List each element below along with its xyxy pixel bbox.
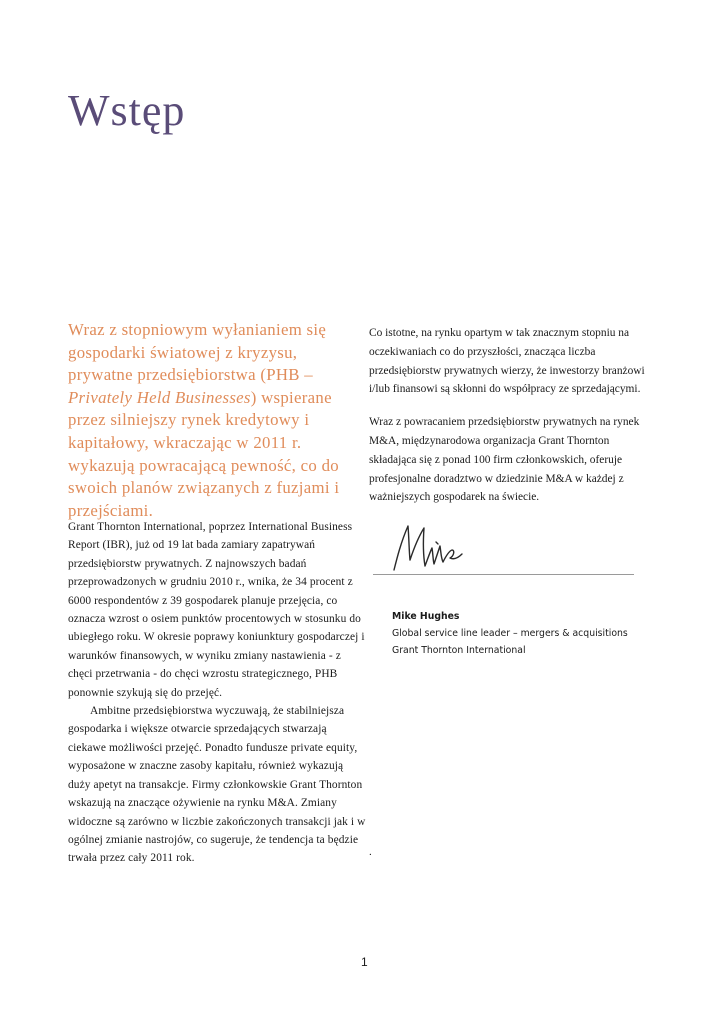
signer-role: Global service line leader – mergers & acquisitions [392,628,628,639]
page-number: 1 [361,955,368,969]
page-title: Wstęp [68,86,186,135]
left-body-text [68,518,366,868]
signer-name: Mike Hughes [392,611,460,622]
intro-lead [68,319,350,522]
right-paragraph-1: Co istotne, na rynku opartym w tak znacznym stopniu na oczekiwaniach co do przyszłości, znacząca liczba przedsiębiorstw prywatnych wierzy, że inwestorzy branżowi i/lub finansowi są skłonni do współpracy ze sprzedającymi. [369,327,645,396]
intro-text-start: Wraz z stopniowym wyłanianiem się gospodarki światowej z kryzysu, prywatne przedsiębiorstwa (PHB – [68,320,327,385]
intro-term: Privately Held Businesses [68,387,251,407]
body-paragraph-2: Ambitne przedsiębiorstwa wyczuwają, że stabilniejsza gospodarka i większe otwarcie sprzedających stwarzają ciekawe możliwości przejęć. Ponadto fundusze private equity, wyposażone w znaczne zasoby kapitału, również wykazują duży apetyt na transakcje. Firmy członkowskie Grant Thornton wskazują na znaczące ożywienie na rynku M&A. Zmiany widoczne są zarówno w liczbie zakończonych transakcji jak i w ogólnej zmianie nastrojów, co sugeruje, że tendencja ta będzie trwała przez cały 2011 rok. [68,705,366,865]
handwritten-signature [388,520,468,578]
intro-paragraph [68,319,350,522]
right-paragraph-2: Wraz z powracaniem przedsiębiorstw prywatnych na rynek M&A, międzynarodowa organizacja Grant Thornton składająca się z ponad 100 firm członkowskich, oferuje profesjonalne doradztwo w dziedzinie M&A w każdej z ważniejszych gospodarek na świecie. [369,416,640,504]
signer-block [392,608,652,659]
signer-organization: Grant Thornton International [392,645,526,656]
intro-text-end: ) wspierane przez silniejszy rynek kredytowy i kapitałowy, wkraczając w 2011 r. wykazują powracającą pewność, co do swoich planów związanych z fuzjami i przejściami. [68,387,340,520]
stray-dot: . [369,846,372,858]
body-paragraph-1: Grant Thornton International, poprzez International Business Report (IBR), już od 19 lat bada zamiary zapatrywań przedsiębiorstw prywatnych. Z najnowszych badań przeprowadzonych w grudniu 2010 r., wnika, że 34 procent z 6000 respondentów z 39 gospodarek planuje przejęcia, co oznacza wzrost o osiem punktów procentowych w stosunku do ubiegłego roku. W okresie poprawy koniunktury gospodarczej i warunków finansowych, w wyniku zmiany nastawienia - z chęci przetrwania - do chęci wzrostu strategicznego, PHB ponownie szykują się do przejęć. [68,521,365,699]
signature-divider [373,574,634,575]
right-column-text [369,324,659,521]
